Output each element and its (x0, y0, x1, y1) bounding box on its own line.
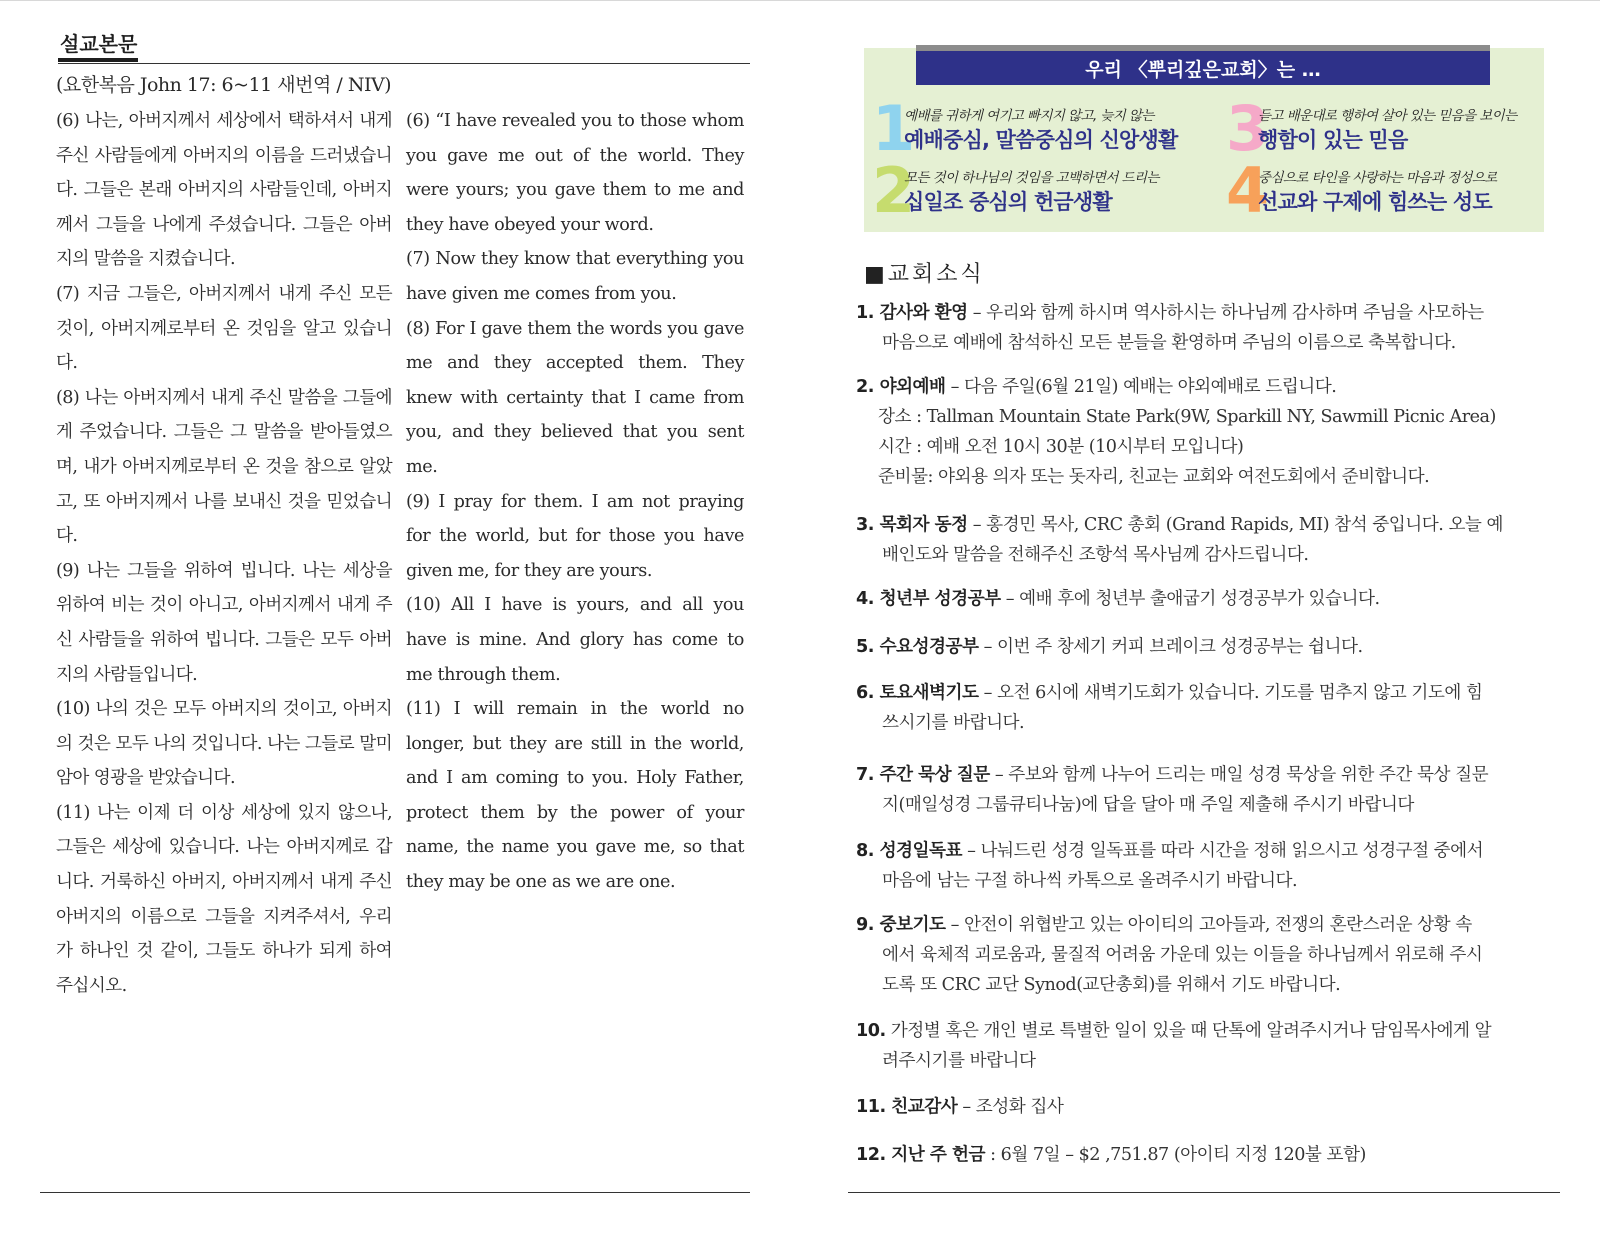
news-item-6 (856, 678, 1548, 738)
news-text: – 조성화 집사 (957, 1097, 1064, 1117)
news-text: – 홍경민 목사, CRC 총회 (Grand Rapids, MI) 참석 중입니다. 오늘 예 (967, 515, 1504, 535)
news-item-4 (856, 584, 1548, 614)
news-text: 마음에 남는 구절 하나씩 카톡으로 올려주시기 바랍니다. (882, 871, 1298, 891)
news-heading: 감사와 환영 (873, 303, 968, 323)
news-number: 5. (856, 637, 874, 657)
news-text: 장소 : Tallman Mountain State Park(9W, Sparkill NY, Sawmill Picnic Area) (878, 407, 1496, 427)
news-heading: 주간 묵상 질문 (873, 765, 990, 785)
news-item-9 (856, 910, 1548, 1000)
news-number: 11. (856, 1097, 886, 1117)
sermon-title-underline (58, 58, 138, 62)
news-heading: 청년부 성경공부 (873, 589, 1001, 609)
news-item-8 (856, 836, 1548, 896)
english-text-column (406, 104, 744, 900)
motto-description: 예배를 귀하게 여기고 빠지지 않고, 늦지 않는 (904, 108, 1154, 124)
news-text: 지(매일성경 그룹큐티나눔)에 답을 달아 매 주일 제출해 주시기 바랍니다 (882, 795, 1414, 815)
motto-description: 모든 것이 하나님의 것임을 고백하면서 드리는 (904, 170, 1159, 186)
news-text: 도록 또 CRC 교단 Synod(교단총회)를 위해서 기도 바랍니다. (882, 975, 1341, 995)
news-text: – 주보와 함께 나누어 드리는 매일 성경 묵상을 위한 주간 묵상 질문 (989, 765, 1489, 785)
news-number: 10. (856, 1021, 886, 1041)
news-text: – 나눠드린 성경 일독표를 따라 시간을 정해 읽으시고 성경구절 중에서 (962, 841, 1484, 861)
news-text: – 우리와 함께 하시며 역사하시는 하나님께 감사하며 주님을 사모하는 (967, 303, 1484, 323)
sermon-title: 설교본문 (60, 32, 138, 56)
english-verse-10: (10) All I have is yours, and all you have is mine. And glory has come to me through them. (406, 595, 744, 685)
motto-title: 행함이 있는 믿음 (1258, 128, 1408, 152)
news-item-3 (856, 510, 1548, 570)
news-text: 배인도와 말씀을 전해주신 조항석 목사님께 감사드립니다. (882, 545, 1309, 565)
news-heading: 야외예배 (873, 377, 946, 397)
news-text: – 예배 후에 청년부 출애굽기 성경공부가 있습니다. (1000, 589, 1380, 609)
church-news-heading: ■교회소식 (864, 262, 985, 287)
news-number: 1. (856, 303, 874, 323)
news-text: 마음으로 예배에 참석하신 모든 분들을 환영하며 주님의 이름으로 축복합니다. (882, 333, 1456, 353)
scripture-reference: (요한복음 John 17: 6~11 새번역 / NIV) (56, 74, 392, 96)
motto-description: 중심으로 타인을 사랑하는 마음과 정성으로 (1258, 170, 1497, 186)
korean-text-column (56, 104, 392, 1003)
news-text: 쓰시기를 바랍니다. (882, 713, 1025, 733)
news-text: 시간 : 예배 오전 10시 30분 (10시부터 모입니다) (878, 437, 1244, 457)
motto-title: 십일조 중심의 헌금생활 (904, 190, 1112, 214)
english-verse-6: (6) “I have revealed you to those whom you gave me out of the world. They were yours; you gave them to me and they have obeyed your word. (406, 111, 744, 235)
motto-1 (872, 92, 1212, 165)
news-heading: 지난 주 헌금 (885, 1145, 986, 1165)
news-item-2 (856, 372, 1548, 492)
english-verse-8: (8) For I gave them the words you gave me and they accepted them. They knew with certainty that I came from you, and they believed that you sent me. (406, 318, 744, 477)
news-text: 준비물: 야외용 의자 또는 돗자리, 친교는 교회와 여전도회에서 준비합니다. (878, 467, 1430, 487)
news-heading: 친교감사 (885, 1097, 958, 1117)
news-number: 6. (856, 683, 874, 703)
news-item-12 (856, 1140, 1548, 1170)
motto-number: 2 (872, 154, 916, 227)
news-item-11 (856, 1092, 1548, 1122)
news-number: 3. (856, 515, 874, 535)
news-item-1 (856, 298, 1548, 358)
banner-heading: 우리 〈뿌리깊은교회〉는 … (1085, 59, 1321, 81)
english-verse-9: (9) I pray for them. I am not praying for the world, but for those you have given me, for they are yours. (406, 491, 744, 581)
news-text: 려주시기를 바랍니다 (882, 1051, 1036, 1071)
motto-number: 4 (1226, 154, 1270, 227)
news-text: – 오전 6시에 새벽기도회가 있습니다. 기도를 멈추지 않고 기도에 힘 (978, 683, 1483, 703)
news-text: – 이번 주 창세기 커피 브레이크 성경공부는 쉽니다. (978, 637, 1363, 657)
korean-verse-11: (11) 나는 이제 더 이상 세상에 있지 않으나, 그들은 세상에 있습니다. 나는 아버지께로 갑니다. 거룩하신 아버지, 아버지께서 내게 주신 아버지의 이름으로 그들을 지켜주셔서, 우리가 하나인 것 같이, 그들도 하나가 되게 하여 주십시오. (56, 802, 392, 996)
korean-verse-7: (7) 지금 그들은, 아버지께서 내게 주신 모든 것이, 아버지께로부터 온 것임을 알고 있습니다. (56, 283, 392, 374)
english-verse-11: (11) I will remain in the world no longer, but they are still in the world, and I am coming to you. Holy Father, protect them by the power of your name, the name you gave me, so that they may be one as we are one. (406, 699, 744, 893)
news-number: 2. (856, 377, 874, 397)
motto-title: 선교와 구제에 힘쓰는 성도 (1258, 190, 1492, 214)
news-heading: 목회자 동정 (873, 515, 968, 535)
news-item-5 (856, 632, 1548, 662)
korean-verse-8: (8) 나는 아버지께서 내게 주신 말씀을 그들에게 주었습니다. 그들은 그 말씀을 받아들였으며, 내가 아버지께로부터 온 것을 참으로 알았고, 또 아버지께서 나를 보내신 것을 믿었습니다. (56, 387, 392, 547)
news-text: – 다음 주일(6월 21일) 예배는 야외예배로 드립니다. (945, 377, 1337, 397)
page-top-border (0, 0, 1600, 1)
news-heading: 수요성경공부 (873, 637, 979, 657)
motto-title: 예배중심, 말씀중심의 신앙생활 (904, 128, 1178, 152)
motto-3 (1226, 92, 1566, 165)
right-page-bottom-rule (848, 1192, 1560, 1193)
motto-4 (1226, 154, 1566, 227)
news-text: 에서 육체적 괴로움과, 물질적 어려움 가운데 있는 이들을 하나님께서 위로해 주시 (882, 945, 1483, 965)
news-text: : 6월 7일 – $2 ,751.87 (아이티 지정 120불 포함) (985, 1145, 1366, 1165)
news-number: 9. (856, 915, 874, 935)
english-verse-7: (7) Now they know that everything you have given me comes from you. (406, 249, 744, 304)
banner-heading-bar (916, 45, 1490, 85)
news-item-10 (856, 1016, 1548, 1076)
news-heading: 성경일독표 (873, 841, 963, 861)
korean-verse-10: (10) 나의 것은 모두 아버지의 것이고, 아버지의 것은 모두 나의 것입니다. 나는 그들로 말미암아 영광을 받았습니다. (56, 699, 392, 789)
korean-verse-6: (6) 나는, 아버지께서 세상에서 택하셔서 내게 주신 사람들에게 아버지의 이름을 드러냈습니다. 그들은 본래 아버지의 사람들인데, 아버지께서 그들을 나에게 주셨습니다. 그들은 아버지의 말씀을 지켰습니다. (56, 111, 392, 270)
news-item-7 (856, 760, 1548, 820)
motto-description: 듣고 배운대로 행하여 살아 있는 믿음을 보이는 (1258, 108, 1517, 124)
news-number: 12. (856, 1145, 886, 1165)
motto-number: 1 (872, 92, 916, 165)
left-page-bottom-rule (40, 1192, 750, 1193)
sermon-header-rule (58, 63, 750, 64)
news-number: 7. (856, 765, 874, 785)
news-text: 가정별 혹은 개인 별로 특별한 일이 있을 때 단톡에 알려주시거나 담임목사에게 알 (885, 1021, 1492, 1041)
motto-2 (872, 154, 1212, 227)
news-number: 8. (856, 841, 874, 861)
news-text: – 안전이 위협받고 있는 아이티의 고아들과, 전쟁의 혼란스러운 상황 속 (945, 915, 1472, 935)
news-number: 4. (856, 589, 874, 609)
motto-number: 3 (1226, 92, 1270, 165)
news-heading: 중보기도 (873, 915, 946, 935)
news-heading: 토요새벽기도 (873, 683, 979, 703)
korean-verse-9: (9) 나는 그들을 위하여 빕니다. 나는 세상을 위하여 비는 것이 아니고, 아버지께서 내게 주신 사람들을 위하여 빕니다. 그들은 모두 아버지의 사람들입니다. (56, 560, 392, 685)
